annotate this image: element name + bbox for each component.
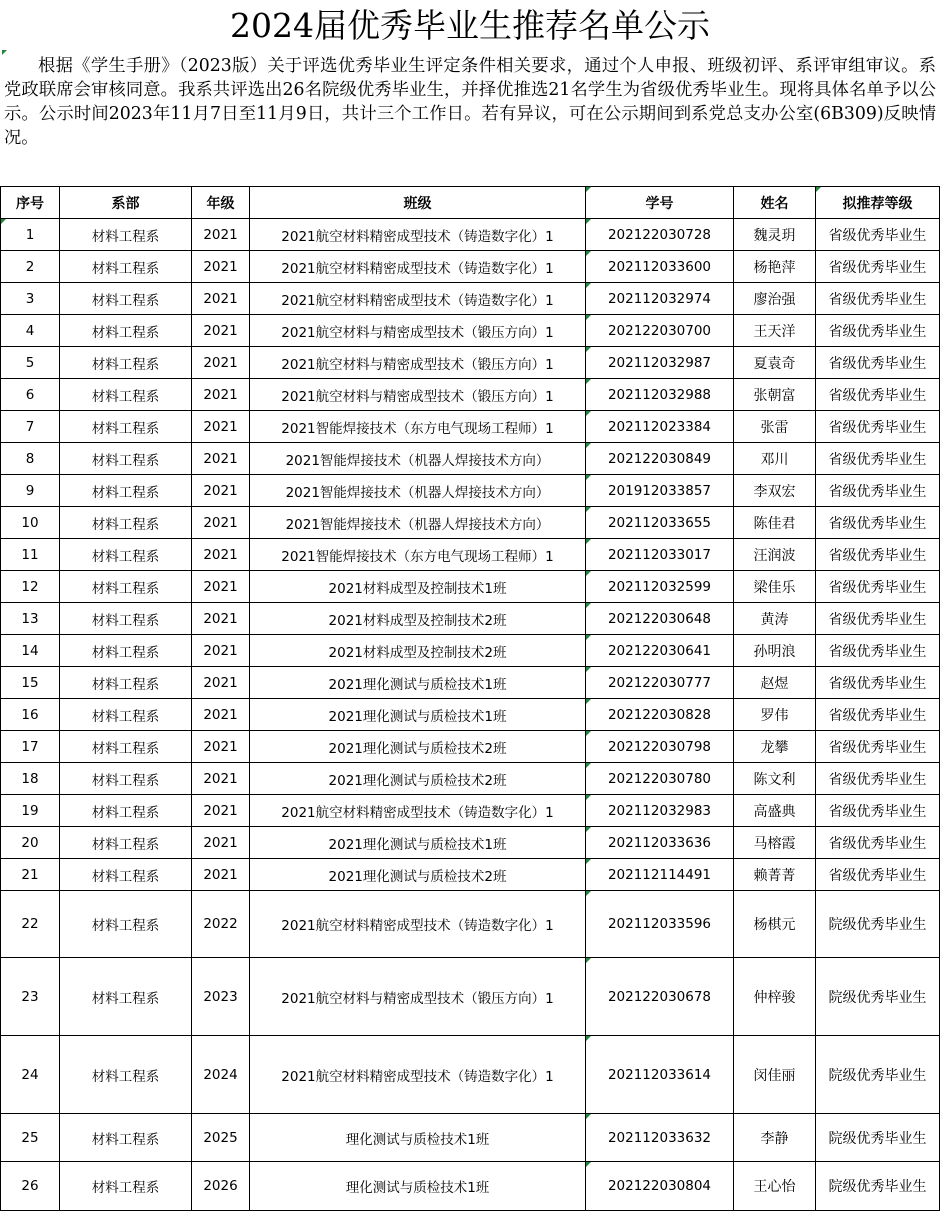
table-row — [1, 1036, 940, 1114]
row-name: 黄涛 — [734, 603, 816, 635]
row-level: 省级优秀毕业生 — [816, 603, 940, 635]
table-row — [1, 251, 940, 283]
header-class: 班级 — [250, 187, 586, 219]
row-department: 材料工程系 — [60, 251, 192, 283]
header-name: 姓名 — [734, 187, 816, 219]
row-student-id: 202122030849 — [586, 443, 734, 475]
row-level: 省级优秀毕业生 — [816, 347, 940, 379]
row-student-id: 202122030700 — [586, 315, 734, 347]
row-class: 2021智能焊接技术（东方电气现场工程师）1 — [250, 411, 586, 443]
row-student-id: 202112032974 — [586, 283, 734, 315]
header-index: 序号 — [1, 187, 60, 219]
row-student-id: 202122030798 — [586, 731, 734, 763]
row-index: 5 — [1, 347, 60, 379]
table-row — [1, 859, 940, 891]
table-row — [1, 1114, 940, 1162]
table-row — [1, 891, 940, 958]
row-department: 材料工程系 — [60, 283, 192, 315]
row-index: 4 — [1, 315, 60, 347]
row-student-id: 202122030780 — [586, 763, 734, 795]
row-department: 材料工程系 — [60, 539, 192, 571]
row-student-id: 202112033614 — [586, 1036, 734, 1114]
table-body — [1, 219, 940, 1211]
header-student-id: 学号 — [586, 187, 734, 219]
row-name: 闵佳丽 — [734, 1036, 816, 1114]
row-index: 3 — [1, 283, 60, 315]
header-grade: 年级 — [192, 187, 250, 219]
row-class: 2021航空材料与精密成型技术（锻压方向）1 — [250, 379, 586, 411]
row-name: 赵煜 — [734, 667, 816, 699]
row-department: 材料工程系 — [60, 411, 192, 443]
row-level: 省级优秀毕业生 — [816, 283, 940, 315]
row-level: 院级优秀毕业生 — [816, 1036, 940, 1114]
row-student-id: 202112033636 — [586, 827, 734, 859]
row-name: 马榕霞 — [734, 827, 816, 859]
row-level: 省级优秀毕业生 — [816, 571, 940, 603]
row-department: 材料工程系 — [60, 443, 192, 475]
table-row — [1, 411, 940, 443]
row-level: 省级优秀毕业生 — [816, 443, 940, 475]
row-student-id: 202122030648 — [586, 603, 734, 635]
row-class: 2021理化测试与质检技术2班 — [250, 763, 586, 795]
row-department: 材料工程系 — [60, 667, 192, 699]
row-department: 材料工程系 — [60, 958, 192, 1036]
row-department: 材料工程系 — [60, 315, 192, 347]
row-class: 2021智能焊接技术（机器人焊接技术方向） — [250, 507, 586, 539]
row-class: 2021材料成型及控制技术2班 — [250, 635, 586, 667]
row-department: 材料工程系 — [60, 379, 192, 411]
row-name: 陈文利 — [734, 763, 816, 795]
row-class: 2021材料成型及控制技术1班 — [250, 571, 586, 603]
row-student-id: 202122030777 — [586, 667, 734, 699]
row-level: 省级优秀毕业生 — [816, 411, 940, 443]
header-department: 系部 — [60, 187, 192, 219]
row-grade: 2021 — [192, 763, 250, 795]
row-index: 9 — [1, 475, 60, 507]
table-row — [1, 571, 940, 603]
row-grade: 2021 — [192, 315, 250, 347]
row-department: 材料工程系 — [60, 571, 192, 603]
row-grade: 2021 — [192, 667, 250, 699]
row-grade: 2021 — [192, 539, 250, 571]
row-grade: 2021 — [192, 251, 250, 283]
row-grade: 2021 — [192, 475, 250, 507]
row-level: 院级优秀毕业生 — [816, 1162, 940, 1211]
row-level: 院级优秀毕业生 — [816, 1114, 940, 1162]
recommendation-table — [0, 186, 940, 1211]
row-index: 6 — [1, 379, 60, 411]
row-class: 2021智能焊接技术（东方电气现场工程师）1 — [250, 539, 586, 571]
table-row — [1, 1162, 940, 1211]
row-level: 省级优秀毕业生 — [816, 539, 940, 571]
row-index: 1 — [1, 219, 60, 251]
row-name: 汪润波 — [734, 539, 816, 571]
row-class: 2021航空材料精密成型技术（铸造数字化）1 — [250, 251, 586, 283]
row-class: 2021理化测试与质检技术1班 — [250, 699, 586, 731]
row-class: 2021智能焊接技术（机器人焊接技术方向） — [250, 475, 586, 507]
row-index: 10 — [1, 507, 60, 539]
row-student-id: 202112032987 — [586, 347, 734, 379]
row-grade: 2024 — [192, 1036, 250, 1114]
table-row — [1, 443, 940, 475]
row-level: 院级优秀毕业生 — [816, 891, 940, 958]
row-name: 魏灵玥 — [734, 219, 816, 251]
row-grade: 2021 — [192, 283, 250, 315]
table-row — [1, 795, 940, 827]
row-department: 材料工程系 — [60, 827, 192, 859]
row-class: 2021理化测试与质检技术1班 — [250, 827, 586, 859]
row-name: 陈佳君 — [734, 507, 816, 539]
row-grade: 2021 — [192, 411, 250, 443]
row-student-id: 202122030804 — [586, 1162, 734, 1211]
row-student-id: 202122030728 — [586, 219, 734, 251]
table-row — [1, 507, 940, 539]
table-row — [1, 315, 940, 347]
row-student-id: 202112033632 — [586, 1114, 734, 1162]
row-department: 材料工程系 — [60, 347, 192, 379]
row-grade: 2021 — [192, 731, 250, 763]
row-name: 王心怡 — [734, 1162, 816, 1211]
page-title: 2024届优秀毕业生推荐名单公示 — [230, 6, 710, 45]
table-row — [1, 699, 940, 731]
table-row — [1, 539, 940, 571]
row-grade: 2021 — [192, 859, 250, 891]
row-student-id: 202112033017 — [586, 539, 734, 571]
row-grade: 2025 — [192, 1114, 250, 1162]
row-level: 省级优秀毕业生 — [816, 635, 940, 667]
row-student-id: 202112023384 — [586, 411, 734, 443]
row-department: 材料工程系 — [60, 795, 192, 827]
row-name: 梁佳乐 — [734, 571, 816, 603]
table-row — [1, 347, 940, 379]
row-index: 11 — [1, 539, 60, 571]
row-grade: 2021 — [192, 699, 250, 731]
table-row — [1, 379, 940, 411]
row-student-id: 201912033857 — [586, 475, 734, 507]
row-index: 22 — [1, 891, 60, 958]
row-index: 17 — [1, 731, 60, 763]
row-level: 省级优秀毕业生 — [816, 667, 940, 699]
table-row — [1, 763, 940, 795]
row-student-id: 202112032983 — [586, 795, 734, 827]
table-row — [1, 635, 940, 667]
row-index: 20 — [1, 827, 60, 859]
row-index: 16 — [1, 699, 60, 731]
row-class: 2021理化测试与质检技术1班 — [250, 667, 586, 699]
row-level: 省级优秀毕业生 — [816, 475, 940, 507]
row-grade: 2021 — [192, 571, 250, 603]
row-grade: 2021 — [192, 443, 250, 475]
row-name: 杨艳萍 — [734, 251, 816, 283]
table-row — [1, 283, 940, 315]
row-class: 理化测试与质检技术1班 — [250, 1162, 586, 1211]
row-department: 材料工程系 — [60, 699, 192, 731]
row-department: 材料工程系 — [60, 475, 192, 507]
row-name: 张雷 — [734, 411, 816, 443]
row-name: 王天洋 — [734, 315, 816, 347]
row-index: 12 — [1, 571, 60, 603]
row-grade: 2022 — [192, 891, 250, 958]
row-index: 13 — [1, 603, 60, 635]
row-index: 21 — [1, 859, 60, 891]
row-name: 廖治强 — [734, 283, 816, 315]
table-row — [1, 667, 940, 699]
row-name: 李双宏 — [734, 475, 816, 507]
table-row — [1, 475, 940, 507]
row-class: 2021理化测试与质检技术2班 — [250, 731, 586, 763]
row-index: 7 — [1, 411, 60, 443]
row-grade: 2026 — [192, 1162, 250, 1211]
row-name: 夏袁奇 — [734, 347, 816, 379]
row-class: 2021航空材料精密成型技术（铸造数字化）1 — [250, 283, 586, 315]
row-grade: 2021 — [192, 507, 250, 539]
row-level: 省级优秀毕业生 — [816, 859, 940, 891]
row-grade: 2021 — [192, 603, 250, 635]
row-student-id: 202112033596 — [586, 891, 734, 958]
row-student-id: 202122030828 — [586, 699, 734, 731]
row-index: 23 — [1, 958, 60, 1036]
row-student-id: 202112032599 — [586, 571, 734, 603]
row-name: 孙明浪 — [734, 635, 816, 667]
row-department: 材料工程系 — [60, 635, 192, 667]
row-index: 2 — [1, 251, 60, 283]
row-index: 14 — [1, 635, 60, 667]
row-class: 2021材料成型及控制技术2班 — [250, 603, 586, 635]
row-grade: 2023 — [192, 958, 250, 1036]
row-class: 2021航空材料精密成型技术（铸造数字化）1 — [250, 1036, 586, 1114]
row-class: 2021航空材料与精密成型技术（锻压方向）1 — [250, 315, 586, 347]
row-level: 省级优秀毕业生 — [816, 827, 940, 859]
row-department: 材料工程系 — [60, 891, 192, 958]
row-student-id: 202112033600 — [586, 251, 734, 283]
row-department: 材料工程系 — [60, 219, 192, 251]
row-student-id: 202122030641 — [586, 635, 734, 667]
row-name: 杨棋元 — [734, 891, 816, 958]
row-department: 材料工程系 — [60, 859, 192, 891]
row-level: 院级优秀毕业生 — [816, 958, 940, 1036]
row-department: 材料工程系 — [60, 1162, 192, 1211]
row-department: 材料工程系 — [60, 603, 192, 635]
table-row — [1, 958, 940, 1036]
row-level: 省级优秀毕业生 — [816, 251, 940, 283]
row-index: 19 — [1, 795, 60, 827]
row-department: 材料工程系 — [60, 731, 192, 763]
row-name: 仲梓骏 — [734, 958, 816, 1036]
row-name: 李静 — [734, 1114, 816, 1162]
row-student-id: 202112114491 — [586, 859, 734, 891]
row-class: 2021理化测试与质检技术2班 — [250, 859, 586, 891]
row-level: 省级优秀毕业生 — [816, 315, 940, 347]
header-level: 拟推荐等级 — [816, 187, 940, 219]
row-department: 材料工程系 — [60, 507, 192, 539]
row-name: 邓川 — [734, 443, 816, 475]
row-grade: 2021 — [192, 379, 250, 411]
row-grade: 2021 — [192, 635, 250, 667]
row-index: 18 — [1, 763, 60, 795]
row-name: 张朝富 — [734, 379, 816, 411]
row-student-id: 202112033655 — [586, 507, 734, 539]
row-index: 25 — [1, 1114, 60, 1162]
row-class: 2021航空材料精密成型技术（铸造数字化）1 — [250, 219, 586, 251]
notice-paragraph: 根据《学生手册》（2023版）关于评选优秀毕业生评定条件相关要求，通过个人申报、班级初评、系评审组审议。系党政联席会审核同意。我系共评选出26名院级优秀毕业生，并择优推选21名学生为省级优秀毕业生。现将具体名单予以公示。公示时间2023年11月7日至11月9日，共计三个工作日。若有异议，可在公示期间到系党总支办公室(6B309)反映情况。 — [4, 56, 936, 148]
row-department: 材料工程系 — [60, 763, 192, 795]
row-class: 2021航空材料精密成型技术（铸造数字化）1 — [250, 795, 586, 827]
row-level: 省级优秀毕业生 — [816, 699, 940, 731]
row-index: 15 — [1, 667, 60, 699]
row-class: 理化测试与质检技术1班 — [250, 1114, 586, 1162]
row-name: 罗伟 — [734, 699, 816, 731]
row-level: 省级优秀毕业生 — [816, 731, 940, 763]
row-level: 省级优秀毕业生 — [816, 507, 940, 539]
row-level: 省级优秀毕业生 — [816, 763, 940, 795]
table-header-row — [1, 187, 940, 219]
table-row — [1, 731, 940, 763]
row-class: 2021航空材料与精密成型技术（锻压方向）1 — [250, 347, 586, 379]
table-row — [1, 219, 940, 251]
row-department: 材料工程系 — [60, 1114, 192, 1162]
row-class: 2021航空材料精密成型技术（铸造数字化）1 — [250, 891, 586, 958]
table-row — [1, 603, 940, 635]
row-grade: 2021 — [192, 827, 250, 859]
row-name: 高盛典 — [734, 795, 816, 827]
table-row — [1, 827, 940, 859]
row-grade: 2021 — [192, 795, 250, 827]
row-class: 2021智能焊接技术（机器人焊接技术方向） — [250, 443, 586, 475]
row-student-id: 202112032988 — [586, 379, 734, 411]
row-index: 24 — [1, 1036, 60, 1114]
row-level: 省级优秀毕业生 — [816, 219, 940, 251]
row-grade: 2021 — [192, 347, 250, 379]
row-index: 26 — [1, 1162, 60, 1211]
row-level: 省级优秀毕业生 — [816, 379, 940, 411]
row-student-id: 202122030678 — [586, 958, 734, 1036]
row-grade: 2021 — [192, 219, 250, 251]
row-name: 龙攀 — [734, 731, 816, 763]
row-name: 赖菁菁 — [734, 859, 816, 891]
row-class: 2021航空材料与精密成型技术（锻压方向）1 — [250, 958, 586, 1036]
row-level: 省级优秀毕业生 — [816, 795, 940, 827]
row-index: 8 — [1, 443, 60, 475]
row-department: 材料工程系 — [60, 1036, 192, 1114]
